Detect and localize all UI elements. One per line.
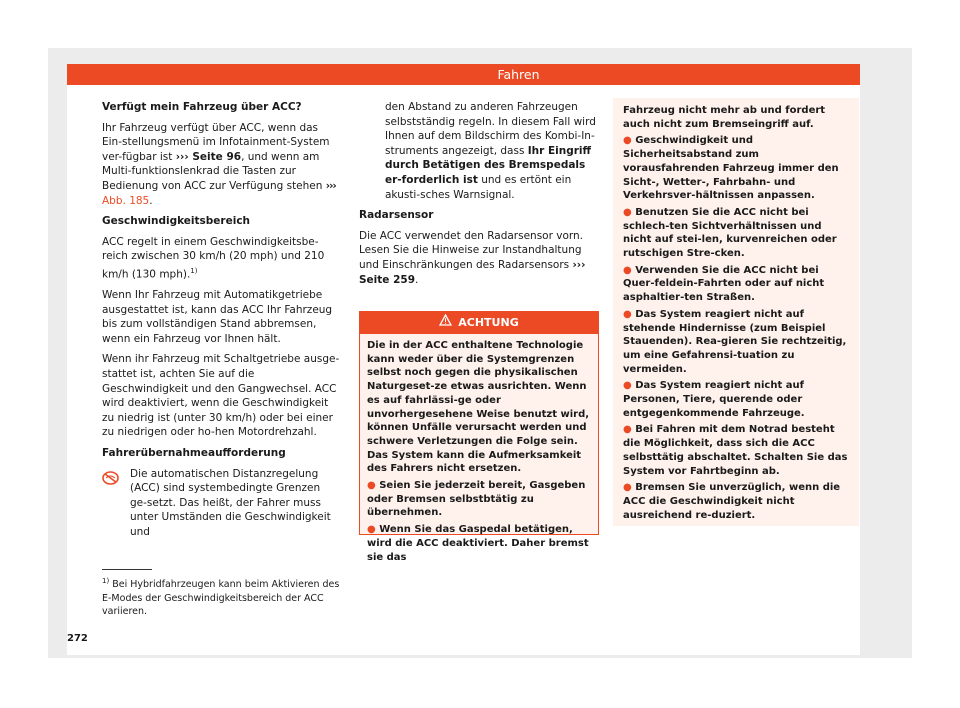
warning-cont-intro: Fahrzeug nicht mehr ab und fordert auch nicht zum Bremseingriff auf. xyxy=(623,105,826,130)
paragraph-speed-range: ACC regelt in einem Geschwindigkeitsbe-reich zwischen 30 km/h (20 mph) und 210 km/h (130 mph).$^{1)}$ xyxy=(102,235,325,281)
paragraph-acc-available: Ihr Fahrzeug verfügt über ACC, wenn das Ein-stellungsmenü im Infotainment-System ver-fügbar ist ››› Seite 96, und wenn am Multi-funktionslenkrad die Tasten zur Bedienung von ACC zur Verfügung stehen ››› Abb. 185. xyxy=(102,121,336,207)
heading-radar: Radarsensor xyxy=(359,209,434,222)
heading-speed-range: Geschwindigkeitsbereich xyxy=(102,215,251,228)
paragraph-handover-cont: den Abstand zu anderen Fahrzeugen selbstständig regeln. In diesem Fall wird Ihnen auf dem Bildschirm des Kombi-In-struments angezeigt, dass Ihr Eingriff durch Betätigen des Bremspedals er-forderlich ist und es ertönt ein akusti-sches Warnsignal. xyxy=(385,101,596,201)
warning-body xyxy=(360,334,598,564)
warning-title: ACHTUNG xyxy=(458,316,519,329)
warning-bullet: ● Wenn Sie das Gaspedal betätigen, wird die ACC deaktiviert. Daher bremst sie das xyxy=(367,524,589,563)
warning-bullet: ● Benutzen Sie die ACC nicht bei schlech-ten Sichtverhältnissen und nicht auf stei-len, kurvenreichen oder rutschigen Stre-cken. xyxy=(623,206,837,260)
warning-box xyxy=(359,311,599,563)
warning-triangle-icon xyxy=(439,312,452,334)
warning-bullet: ● Geschwindigkeit und Sicherheitsabstand zum vorausfahrenden Fahrzeug immer den Sicht-, Wetter-, Fahrbahn- und Verkehrsver-hältnissen anpassen. xyxy=(623,135,839,202)
page-ref-link-radar[interactable]: ››› Seite 259 xyxy=(359,258,586,286)
paragraph-automatic: Wenn Ihr Fahrzeug mit Automatikgetriebe ausgestattet ist, kann das ACC Ihr Fahrzeug bis zum vollständigen Stand abbremsen, wenn ein Fahrzeug vor Ihnen hält. xyxy=(102,289,333,345)
figure-ref-link[interactable]: Abb. 185 xyxy=(102,194,150,207)
warning-header xyxy=(360,312,598,334)
page-ref-link[interactable]: ››› Seite 96 xyxy=(175,150,242,163)
paragraph-radar: Die ACC verwendet den Radarsensor vorn. Lesen Sie die Hinweise zur Instandhaltung und Einschränkungen des Radarsensors ››› Seite 259. xyxy=(359,229,586,286)
warning-intro: Die in der ACC enthaltene Technologie kann weder über die Systemgrenzen selbst noch gegen die physikalischen Naturgeset-ze etwas ausrichten. Wenn es auf fahrlässi-ge oder unvorhergesehene Weise benutzt wird, können Unfälle verursacht werden und schwere Verletzungen die Folge sein. Das System kann die Aufmerksamkeit des Fahrers nicht ersetzen. xyxy=(367,340,590,475)
footnote-divider xyxy=(102,569,152,570)
page-number: 272 xyxy=(67,633,88,644)
warning-bullet: ● Bei Fahren mit dem Notrad besteht die Möglichkeit, dass sich die ACC selbsttätig abschaltet. Schalten Sie das System vor Fahrtbeginn ab. xyxy=(623,424,848,477)
middle-column xyxy=(359,100,599,293)
warning-bullet: ● Das System reagiert nicht auf stehende Hindernisse (zum Beispiel Stauenden). Rea-gieren Sie rechtzeitig, um eine Gefahrensi-tuation zu vermeiden. xyxy=(623,308,847,375)
warning-bullet: ● Seien Sie jederzeit bereit, Gasgeben oder Bremsen selbstbtätig zu übernehmen. xyxy=(367,480,586,519)
footnote: $^{1)}$ Bei Hybridfahrzeugen kann beim Aktivieren des E-Modes der Geschwindigkeitsbereich der ACC variieren. xyxy=(102,577,340,618)
footnote-mark: 1) xyxy=(190,266,198,275)
warning-continuation-box xyxy=(613,98,859,526)
paragraph-handover: Die automatischen Distanzregelung (ACC) sind systembedingte Grenzen ge-setzt. Das heißt, der Fahrer muss unter Umständen die Geschwindigkeit und xyxy=(130,467,331,538)
warning-bullet: ● Das System reagiert nicht auf Personen, Tiere, querende oder entgegenkommende Fahrzeuge. xyxy=(623,380,805,419)
left-column xyxy=(102,100,340,540)
warning-bullet: ● Verwenden Sie die ACC nicht bei Quer-feldein-Fahrten oder auf nicht asphaltier-ten Straßen. xyxy=(623,264,825,304)
section-title: Fahren xyxy=(497,67,540,82)
handover-block xyxy=(102,467,340,540)
heading-acc-available: Verfügt mein Fahrzeug über ACC? xyxy=(102,101,302,113)
warning-bullet: ● Bremsen Sie unverzüglich, wenn die ACC die Geschwindigkeit nicht ausreichend re-duziert. xyxy=(623,482,841,521)
paragraph-manual: Wenn ihr Fahrzeug mit Schaltgetriebe ausge-stattet ist, achten Sie auf die Geschwindigkeit und den Gangwechsel. ACC wird deaktiviert, wenn die Geschwindigkeit zu niedrig ist (unter 30 km/h) oder bei einer zu niedrigen oder ho-hen Motordrehzahl. xyxy=(102,353,340,439)
heading-handover: Fahrerübernahmeaufforderung xyxy=(102,446,286,459)
prohibition-icon xyxy=(102,467,120,540)
section-header xyxy=(67,64,860,85)
